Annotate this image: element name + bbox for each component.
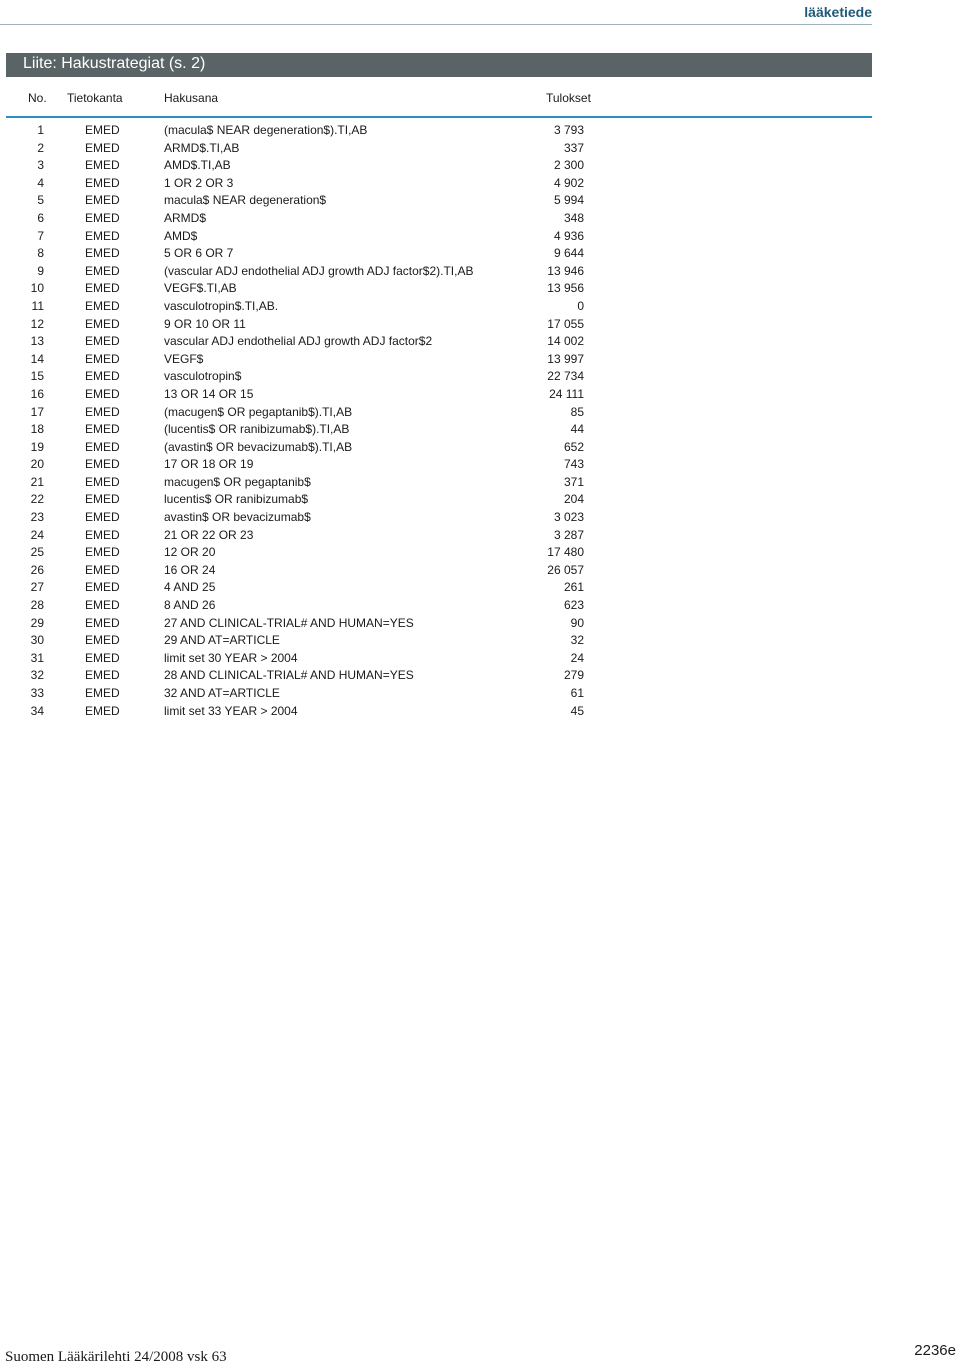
search-strategy-table (6, 122, 626, 720)
row-results: 85 (570, 404, 584, 419)
row-results: 45 (570, 703, 584, 718)
row-number: 33 (30, 686, 44, 700)
table-row (6, 632, 626, 650)
row-query: macugen$ OR pegaptanib$ (164, 474, 311, 489)
row-query: (avastin$ OR bevacizumab$).TI,AB (164, 439, 353, 454)
row-database: EMED (85, 140, 120, 155)
row-number: 27 (30, 580, 44, 595)
row-results: 623 (563, 598, 584, 613)
row-number: 3 (37, 158, 44, 173)
row-query: 4 AND 25 (164, 580, 216, 595)
table-row (6, 474, 626, 492)
row-results: 3 287 (553, 527, 584, 542)
row-database: EMED (85, 422, 120, 437)
row-query: vasculotropin$.TI,AB. (164, 298, 279, 313)
row-number: 18 (30, 422, 44, 437)
row-results: 13 956 (547, 281, 584, 296)
row-results: 2 300 (553, 158, 584, 173)
table-row (6, 439, 626, 457)
row-database: EMED (85, 457, 120, 472)
row-results: 24 111 (549, 386, 584, 401)
page-number: 2236e (914, 1342, 956, 1359)
page-title: Liite: Hakustrategiat (s. 2) (23, 55, 206, 72)
row-number: 32 (30, 668, 44, 683)
row-results: 32 (570, 633, 584, 648)
row-query: limit set 30 YEAR > 2004 (164, 650, 298, 665)
column-header-database: Tietokanta (67, 91, 123, 105)
row-database: EMED (85, 281, 120, 296)
row-results: 13 946 (547, 263, 584, 278)
row-database: EMED (85, 210, 120, 225)
row-number: 28 (30, 598, 44, 613)
row-number: 17 (30, 404, 44, 419)
row-query: (vascular ADJ endothelial ADJ growth ADJ factor$2).TI,AB (164, 263, 474, 278)
row-query: VEGF$.TI,AB (164, 281, 237, 296)
table-row (6, 650, 626, 668)
row-database: EMED (85, 668, 120, 683)
row-number: 11 (31, 298, 44, 313)
row-database: EMED (85, 633, 120, 648)
row-database: EMED (85, 386, 120, 401)
row-database: EMED (85, 527, 120, 542)
row-number: 24 (30, 527, 44, 542)
row-number: 8 (37, 246, 44, 261)
row-number: 30 (30, 633, 44, 648)
row-number: 34 (30, 703, 44, 718)
row-number: 2 (37, 140, 44, 155)
row-number: 9 (37, 263, 44, 278)
row-results: 17 480 (547, 545, 584, 560)
row-results: 17 055 (547, 316, 584, 331)
row-query: 27 AND CLINICAL-TRIAL# AND HUMAN=YES (164, 615, 414, 630)
row-database: EMED (85, 123, 120, 137)
table-row (6, 192, 626, 210)
row-database: EMED (85, 298, 120, 313)
table-row (6, 527, 626, 545)
row-database: EMED (85, 650, 120, 665)
row-number: 13 (30, 334, 44, 349)
row-results: 743 (563, 457, 584, 472)
table-row (6, 456, 626, 474)
row-number: 10 (30, 281, 44, 296)
row-database: EMED (85, 228, 120, 243)
column-header-results: Tulokset (546, 91, 591, 105)
table-row (6, 298, 626, 316)
table-row (6, 210, 626, 228)
table-row (6, 703, 626, 721)
row-database: EMED (85, 158, 120, 173)
row-number: 16 (30, 386, 44, 401)
row-number: 20 (30, 457, 44, 472)
row-database: EMED (85, 316, 120, 331)
table-row (6, 421, 626, 439)
table-header (6, 91, 872, 111)
row-query: lucentis$ OR ranibizumab$ (164, 492, 309, 507)
row-results: 371 (563, 474, 584, 489)
table-row (6, 597, 626, 615)
row-results: 337 (563, 140, 584, 155)
table-row (6, 333, 626, 351)
row-query: (macula$ NEAR degeneration$).TI,AB (164, 123, 368, 137)
row-query: ARMD$.TI,AB (164, 140, 240, 155)
row-results: 3 023 (553, 510, 584, 525)
row-query: 32 AND AT=ARTICLE (164, 686, 280, 700)
table-row (6, 263, 626, 281)
row-database: EMED (85, 404, 120, 419)
row-database: EMED (85, 193, 120, 208)
row-results: 61 (570, 686, 584, 700)
row-query: vasculotropin$ (164, 369, 242, 384)
row-query: 9 OR 10 OR 11 (164, 316, 246, 331)
row-results: 279 (563, 668, 584, 683)
row-results: 0 (577, 298, 584, 313)
row-database: EMED (85, 562, 120, 577)
row-database: EMED (85, 703, 120, 718)
table-row (6, 685, 626, 703)
row-number: 7 (37, 228, 44, 243)
row-database: EMED (85, 439, 120, 454)
row-database: EMED (85, 615, 120, 630)
row-database: EMED (85, 263, 120, 278)
row-query: 13 OR 14 OR 15 (164, 386, 254, 401)
table-row (6, 615, 626, 633)
table-row (6, 579, 626, 597)
row-results: 22 734 (547, 369, 584, 384)
column-header-no: No. (28, 91, 47, 105)
row-number: 31 (30, 650, 44, 665)
row-query: 12 OR 20 (164, 545, 216, 560)
row-query: 21 OR 22 OR 23 (164, 527, 254, 542)
section-label: lääketiede (804, 4, 872, 20)
row-number: 15 (30, 369, 44, 384)
row-results: 204 (563, 492, 584, 507)
row-results: 652 (563, 439, 584, 454)
table-row (6, 491, 626, 509)
table-row (6, 280, 626, 298)
row-database: EMED (85, 510, 120, 525)
row-query: vascular ADJ endothelial ADJ growth ADJ factor$2 (164, 334, 433, 349)
table-row (6, 368, 626, 386)
table-row (6, 667, 626, 685)
row-number: 4 (37, 175, 44, 190)
row-database: EMED (85, 598, 120, 613)
row-results: 5 994 (553, 193, 584, 208)
table-row (6, 122, 626, 140)
row-database: EMED (85, 351, 120, 366)
row-query: (macugen$ OR pegaptanib$).TI,AB (164, 404, 353, 419)
row-results: 14 002 (547, 334, 584, 349)
row-results: 3 793 (553, 123, 584, 137)
row-query: ARMD$ (164, 210, 207, 225)
row-database: EMED (85, 334, 120, 349)
row-query: 8 AND 26 (164, 598, 216, 613)
row-database: EMED (85, 369, 120, 384)
row-query: macula$ NEAR degeneration$ (164, 193, 327, 208)
table-row (6, 509, 626, 527)
table-row (6, 351, 626, 369)
row-query: avastin$ OR bevacizumab$ (164, 510, 311, 525)
row-number: 25 (30, 545, 44, 560)
row-query: (lucentis$ OR ranibizumab$).TI,AB (164, 422, 350, 437)
row-results: 90 (570, 615, 584, 630)
row-results: 26 057 (547, 562, 584, 577)
row-number: 21 (30, 474, 44, 489)
row-database: EMED (85, 474, 120, 489)
row-number: 1 (37, 123, 44, 137)
row-results: 24 (570, 650, 584, 665)
row-query: AMD$ (164, 228, 198, 243)
row-number: 12 (30, 316, 44, 331)
row-results: 4 936 (553, 228, 584, 243)
row-database: EMED (85, 175, 120, 190)
table-row (6, 386, 626, 404)
row-query: limit set 33 YEAR > 2004 (164, 703, 298, 718)
table-row (6, 157, 626, 175)
row-database: EMED (85, 580, 120, 595)
row-number: 26 (30, 562, 44, 577)
row-query: 29 AND AT=ARTICLE (164, 633, 280, 648)
row-database: EMED (85, 686, 120, 700)
table-row (6, 140, 626, 158)
row-number: 23 (30, 510, 44, 525)
row-number: 6 (37, 210, 44, 225)
journal-footer: Suomen Lääkärilehti 24/2008 vsk 63 (5, 1349, 227, 1365)
table-row (6, 228, 626, 246)
table-row (6, 175, 626, 193)
row-query: VEGF$ (164, 351, 204, 366)
table-row (6, 404, 626, 422)
row-number: 5 (37, 193, 44, 208)
row-number: 22 (30, 492, 44, 507)
row-results: 348 (563, 210, 584, 225)
row-number: 29 (30, 615, 44, 630)
row-query: 5 OR 6 OR 7 (164, 246, 234, 261)
table-row (6, 316, 626, 334)
row-query: 17 OR 18 OR 19 (164, 457, 254, 472)
table-row (6, 245, 626, 263)
row-results: 13 997 (547, 351, 584, 366)
row-query: AMD$.TI,AB (164, 158, 231, 173)
row-query: 16 OR 24 (164, 562, 216, 577)
title-bar (6, 53, 872, 77)
table-row (6, 544, 626, 562)
column-header-query: Hakusana (164, 91, 219, 105)
top-divider (0, 24, 872, 25)
row-database: EMED (85, 492, 120, 507)
header-divider (6, 116, 872, 118)
row-results: 4 902 (553, 175, 584, 190)
row-query: 28 AND CLINICAL-TRIAL# AND HUMAN=YES (164, 668, 414, 683)
row-results: 9 644 (553, 246, 584, 261)
row-results: 44 (570, 422, 584, 437)
row-results: 261 (563, 580, 584, 595)
row-database: EMED (85, 545, 120, 560)
table-row (6, 562, 626, 580)
row-database: EMED (85, 246, 120, 261)
row-number: 14 (30, 351, 44, 366)
row-query: 1 OR 2 OR 3 (164, 175, 234, 190)
row-number: 19 (30, 439, 44, 454)
